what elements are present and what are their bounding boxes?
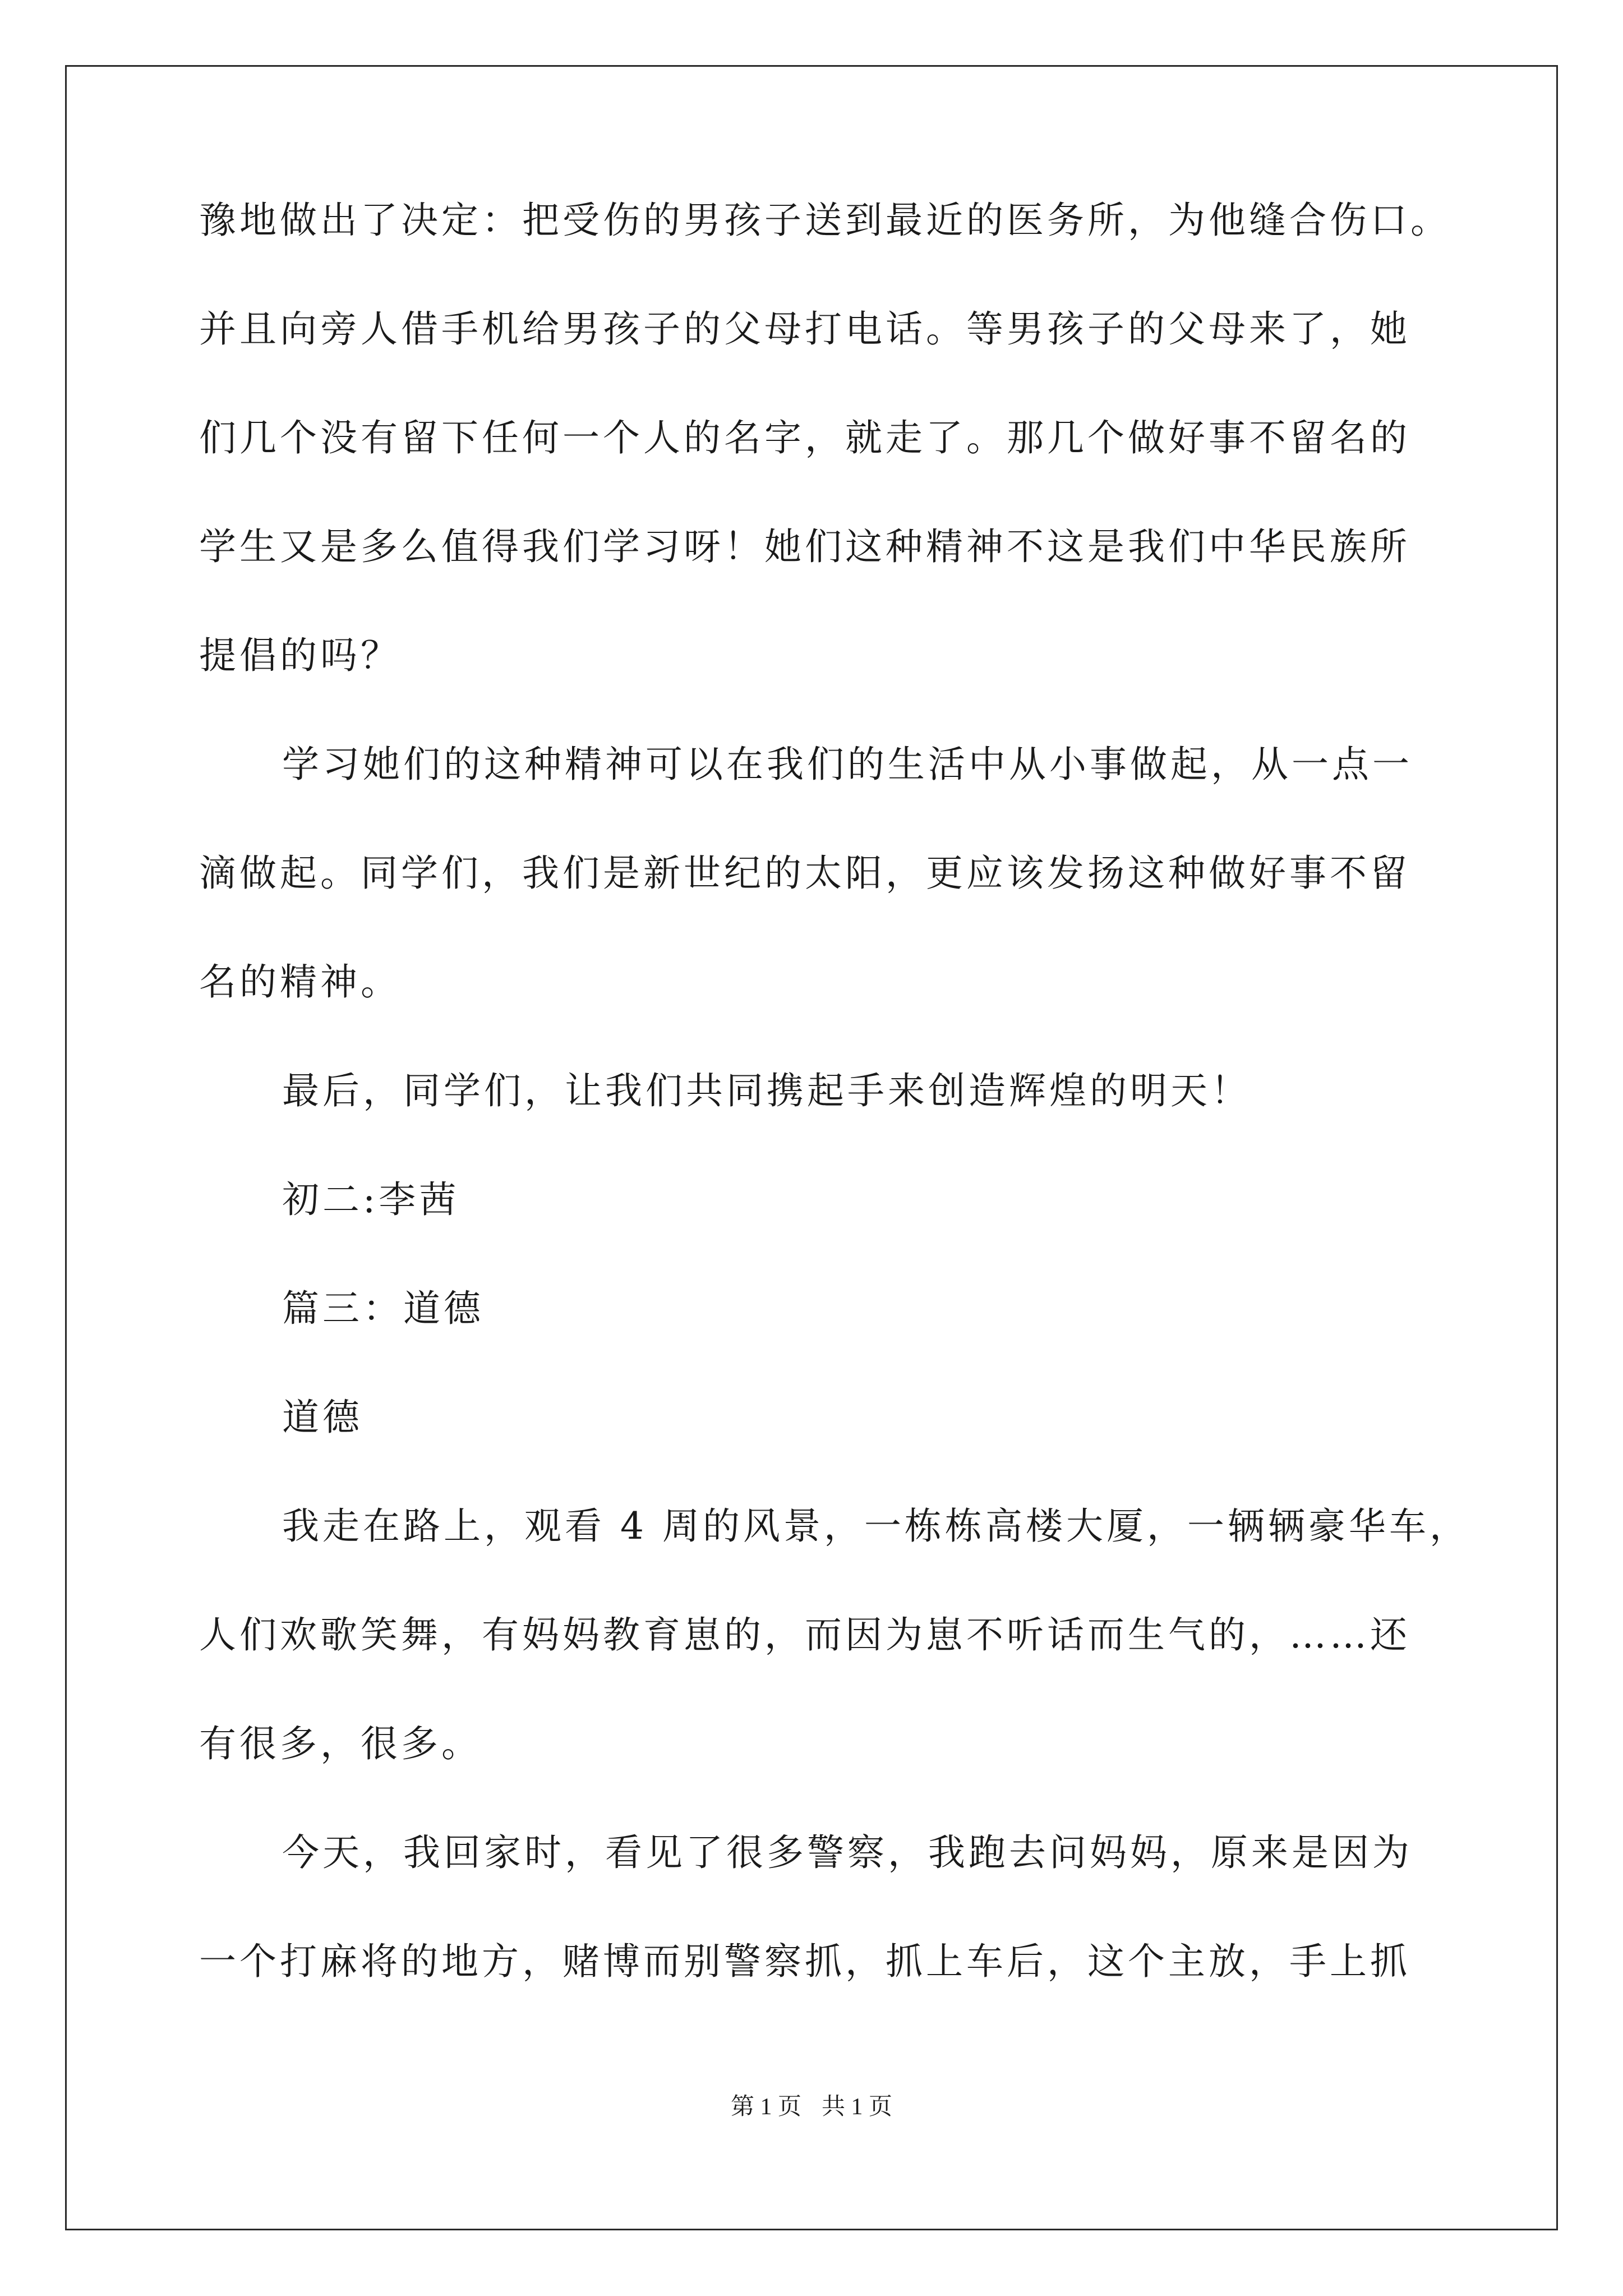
- page-number: 第 1 页: [730, 2094, 801, 2120]
- document-body: [199, 199, 1470, 2052]
- text-line: 人们欢歌笑舞，有妈妈教育崽的，而因为崽不听话而生气的，……还: [199, 1613, 1410, 1657]
- paragraph-start: 我走在路上，观看 4 周的风景，一栋栋高楼大厦，一辆辆豪华车，: [282, 1504, 1470, 1548]
- paragraph-start: 今天，我回家时，看见了很多警察，我跑去问妈妈，原来是因为: [282, 1831, 1413, 1874]
- text-line: 名的精神。: [199, 960, 401, 1004]
- text-line: 并且向旁人借手机给男孩子的父母打电话。等男孩子的父母来了，她: [199, 307, 1410, 351]
- paragraph-start: 最后，同学们，让我们共同携起手来创造辉煌的明天！: [282, 1069, 1251, 1112]
- page-total: 共 1 页: [822, 2094, 893, 2120]
- text-line: 提倡的吗？: [199, 634, 401, 677]
- paragraph-start: 学习她们的这种精神可以在我们的生活中从小事做起，从一点一: [282, 743, 1413, 786]
- text-line: 们几个没有留下任何一个人的名字，就走了。那几个做好事不留名的: [199, 416, 1410, 459]
- essay-title: 道德: [282, 1396, 363, 1439]
- text-line: 学生又是多么值得我们学习呀！她们这种精神不这是我们中华民族所: [199, 525, 1410, 568]
- section-heading: 篇三：道德: [282, 1287, 484, 1330]
- text-line: 豫地做出了决定：把受伤的男孩子送到最近的医务所，为他缝合伤口。: [199, 199, 1451, 242]
- author-line: 初二:李茜: [282, 1178, 460, 1221]
- page-footer: [0, 2095, 1623, 2119]
- text-line: 有很多，很多。: [199, 1722, 482, 1765]
- text-line: 一个打麻将的地方，赌博而别警察抓，抓上车后，这个主放，手上抓: [199, 1940, 1410, 1983]
- text-line: 滴做起。同学们，我们是新世纪的太阳，更应该发扬这种做好事不留: [199, 852, 1410, 895]
